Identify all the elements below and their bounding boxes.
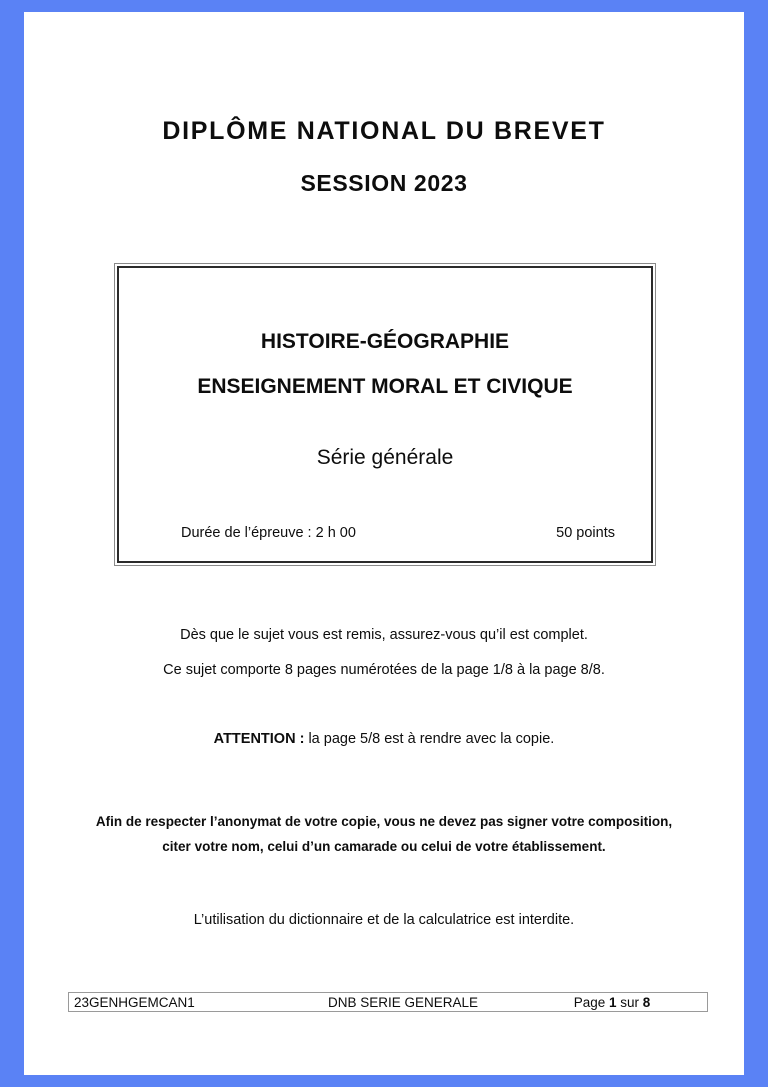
serie-label: Série générale [316, 446, 454, 469]
notice-anonymity [24, 809, 744, 859]
session-subtitle: SESSION 2023 [300, 170, 468, 196]
footer-page-prefix: Page [573, 994, 609, 1010]
notice-attention [24, 731, 744, 747]
notice-dictionary: L’utilisation du dictionnaire et de la calculatrice est interdite. [193, 912, 575, 928]
points-label: 50 points [556, 525, 615, 541]
footer-exam-label: DNB SERIE GENERALE [327, 994, 479, 1010]
anonymity-line-1: Afin de respecter l’anonymat de votre copie, vous ne devez pas signer votre composition, [95, 814, 673, 829]
footer-page-middle: sur [616, 994, 643, 1010]
attention-text: la page 5/8 est à rendre avec la copie. [304, 731, 555, 747]
duration-label: Durée de l’épreuve : 2 h 00 [181, 525, 356, 541]
footer-subject-code: 23GENHGEMCAN1 [74, 994, 195, 1010]
exam-paper-page [24, 12, 744, 1075]
discipline-line-1: HISTOIRE-GÉOGRAPHIE [260, 330, 510, 353]
subject-info-box [114, 263, 656, 566]
discipline-line-2: ENSEIGNEMENT MORAL ET CIVIQUE [197, 375, 573, 398]
subject-meta-row [181, 525, 615, 541]
subject-info-box-inner [117, 266, 653, 563]
page-title: DIPLÔME NATIONAL DU BREVET [162, 117, 606, 145]
footer-page-indicator [517, 995, 707, 1010]
footer-page-number: 1 [608, 994, 617, 1010]
anonymity-line-2: citer votre nom, celui d’un camarade ou celui de votre établissement. [162, 839, 606, 854]
footer-page-total: 8 [642, 994, 651, 1010]
notice-pagination: Ce sujet comporte 8 pages numérotées de la page 1/8 à la page 8/8. [163, 662, 605, 678]
notice-completeness: Dès que le sujet vous est remis, assurez-vous qu’il est complet. [180, 627, 588, 643]
page-footer [68, 992, 708, 1012]
attention-label: ATTENTION : [213, 731, 305, 747]
